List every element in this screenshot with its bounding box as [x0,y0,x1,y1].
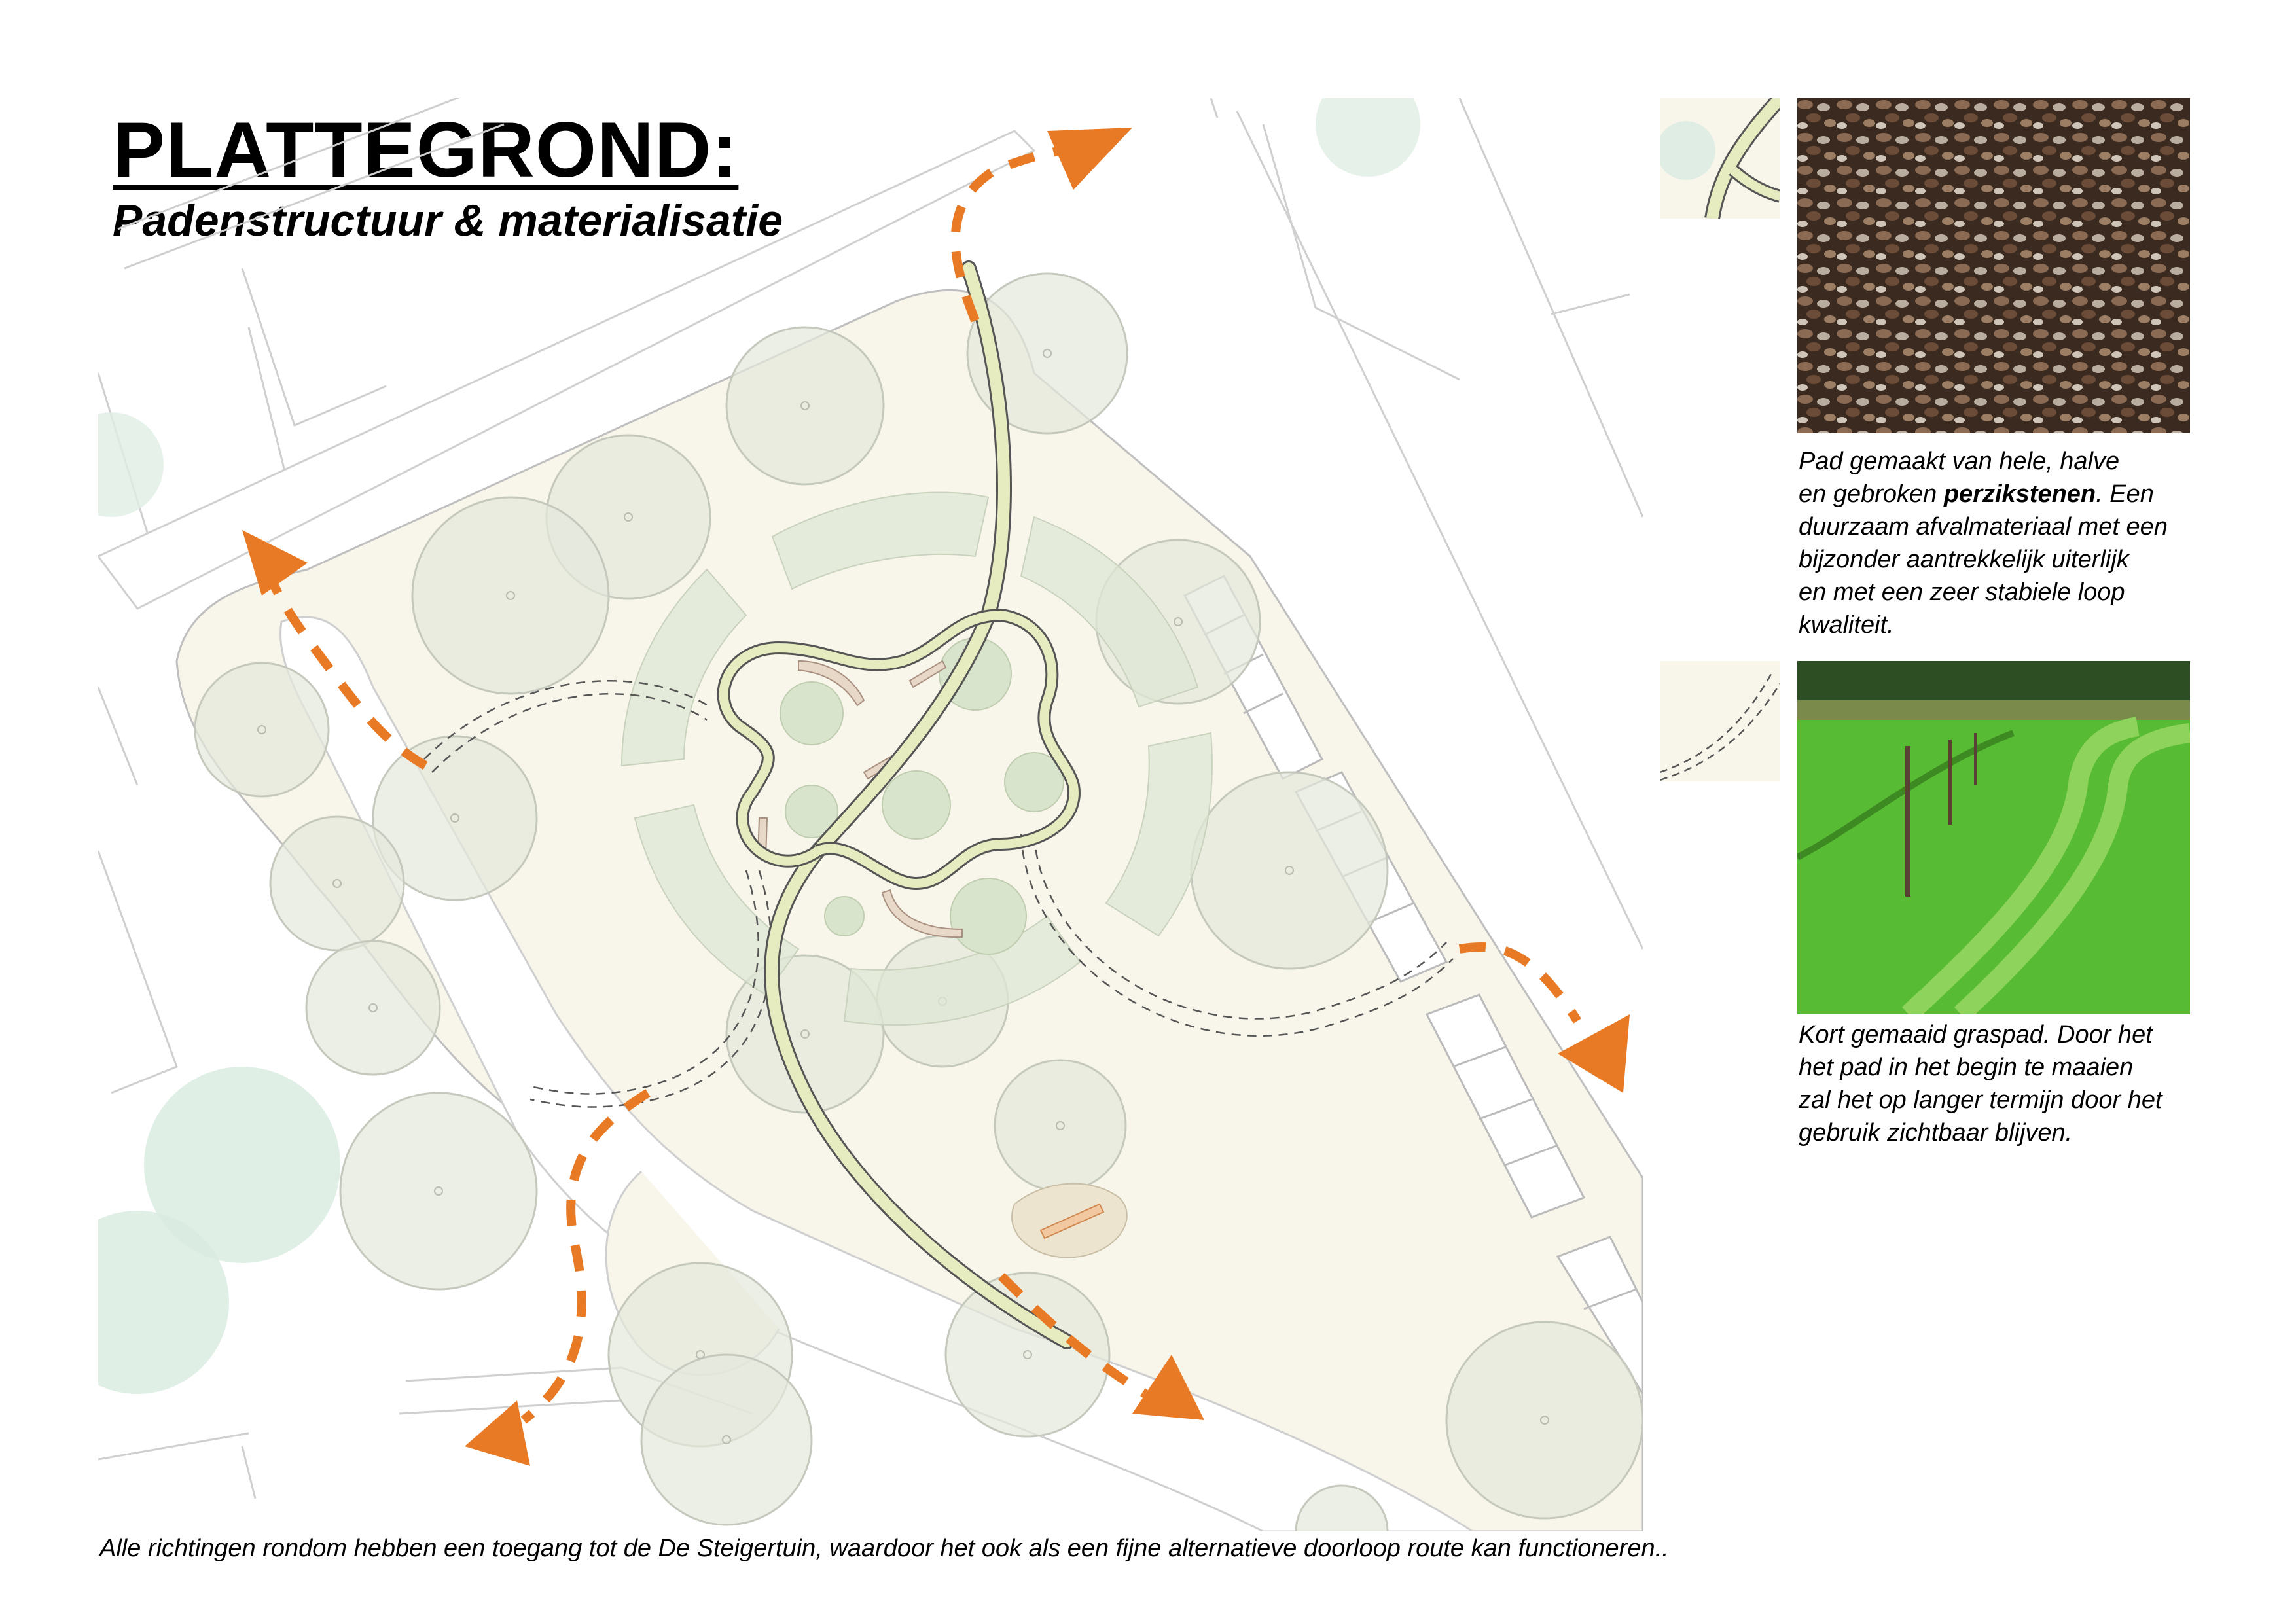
tree-icon [340,1093,537,1289]
page-subtitle: Padenstructuur & materialisatie [113,196,783,245]
desc-line: het pad in het begin te maaien [1799,1054,2134,1081]
path-detail-thumbnail-2 [1660,661,1780,781]
desc-line: duurzaam afvalmateriaal met een [1799,513,2168,541]
tree-icon [412,497,609,694]
graspad-description [1799,1018,2270,1149]
tree-icon [270,817,404,950]
site-plan-map [98,98,1643,1531]
desc-line: kwaliteit. [1799,611,1894,639]
desc-line: bijzonder aantrekkelijk uiterlijk [1799,546,2129,573]
desc-line: Kort gemaaid graspad. Door het [1799,1021,2153,1048]
graspad-photo [1797,661,2190,1014]
tree-icon [641,1355,812,1525]
perzikstenen-photo [1797,98,2190,433]
desc-line: gebruik zichtbaar blijven. [1799,1119,2073,1147]
page-title: PLATTEGROND: [113,106,739,194]
tree-icon [1191,772,1388,969]
desc-line: en met een zeer stabiele loop [1799,579,2125,606]
tree-icon [306,941,440,1075]
desc-line: zal het op langer termijn door het [1799,1086,2162,1114]
tree-icon [726,327,884,484]
bottom-caption: Alle richtingen rondom hebben een toegang tot de De Steigertuin, waardoor het ook als een fijne alternatieve doorloop route kan functioneren.. [99,1535,1669,1562]
tree-icon [98,412,164,517]
tree-icon [1446,1322,1643,1518]
perzikstenen-description [1799,445,2270,641]
desc-line: en gebroken perzikstenen. Een [1799,480,2154,508]
path-detail-thumbnail-1 [1660,98,1780,219]
desc-line: Pad gemaakt van hele, halve [1799,448,2120,475]
tree-icon [1316,98,1420,177]
tree-icon [195,663,329,796]
tree-icon [995,1060,1126,1191]
